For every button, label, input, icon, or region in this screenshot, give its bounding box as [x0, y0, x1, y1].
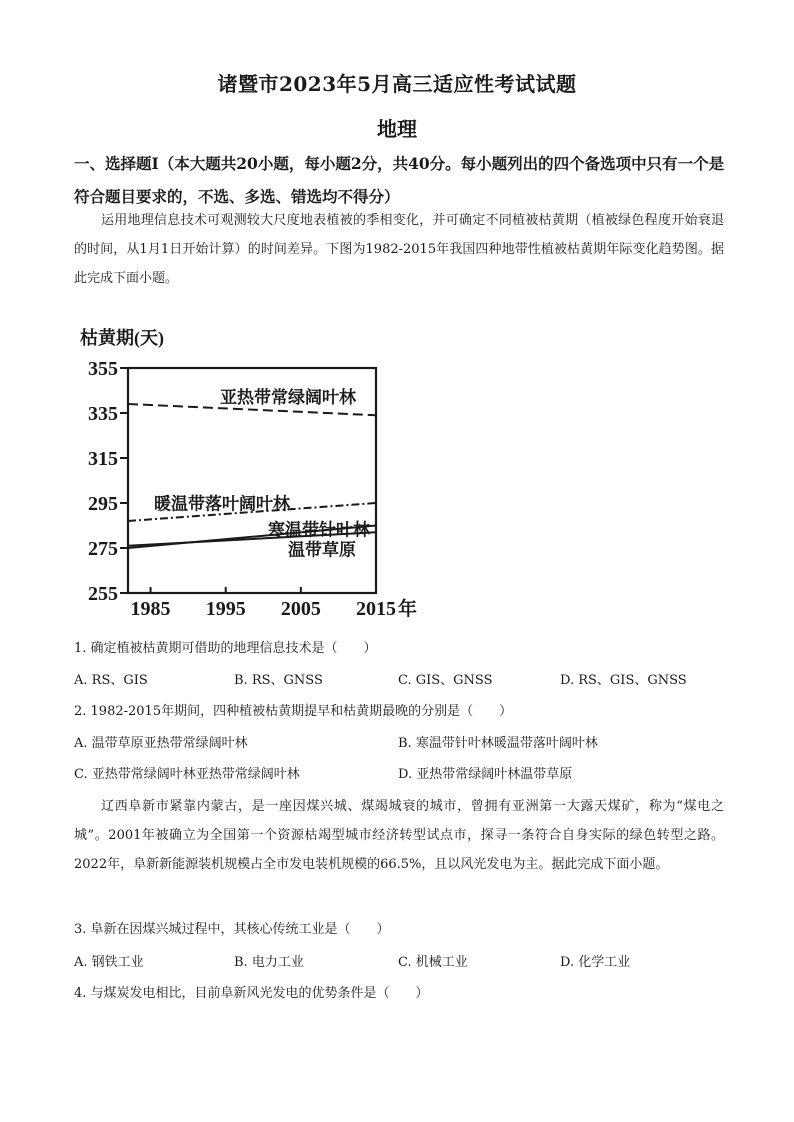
q3-option-b: B. 电力工业 [234, 955, 304, 970]
q1-option-b: B. RS、GNSS [234, 673, 323, 688]
subject-title: 地理 [377, 117, 417, 141]
y-axis-label: 枯黄期(天) [80, 328, 164, 348]
withering-period-chart [70, 318, 430, 618]
series-label-0: 亚热带常绿阔叶林 [220, 388, 356, 407]
q1-option-a: A. RS、GIS [74, 673, 148, 688]
x-tick-label: 1985 [130, 598, 171, 618]
passage-2: 辽西阜新市紧靠内蒙古，是一座因煤兴城、煤竭城衰的城市，曾拥有亚洲第一大露天煤矿，称为“煤电之城”。2001年被确立为全国第一个资源枯竭型城市经济转型试点市，探寻一条符合自身实际的绿色转型之路。2022年，阜新新能源装机规模占全市发电装机规模的66.5%，且以风光发电为主。据此完成下面小题。 [74, 799, 724, 872]
x-tick-label: 2005 [280, 598, 321, 618]
y-tick-label: 275 [88, 538, 118, 560]
y-tick-label: 335 [88, 403, 118, 425]
exam-title: 诸暨市2023年5月高三适应性考试试题 [217, 72, 577, 96]
section-heading: 一、选择题Ⅰ（本大题共20小题，每小题2分，共40分。每小题列出的四个备选项中只有一个是符合题目要求的，不选、多选、错选均不得分） [74, 154, 725, 206]
q3-option-a: A. 钢铁工业 [74, 955, 144, 970]
q1-option-d: D. RS、GIS、GNSS [560, 673, 687, 688]
q1-option-c: C. GIS、GNSS [398, 673, 493, 688]
x-tick-label: 2015 [356, 598, 396, 618]
question-1-stem: 1. 确定植被枯黄期可借助的地理信息技术是（ ） [74, 641, 377, 656]
q2-option-b: B. 寒温带针叶林暖温带落叶阔叶林 [398, 736, 598, 751]
question-2-stem: 2. 1982-2015年期间，四种植被枯黄期提早和枯黄期最晚的分别是（ ） [74, 704, 513, 719]
series-label-2: 寒温带针叶林 [268, 520, 370, 540]
question-3-stem: 3. 阜新在因煤兴城过程中，其核心传统工业是（ ） [74, 922, 390, 937]
series-label-3: 温带草原 [288, 540, 356, 560]
q3-option-d: D. 化学工业 [560, 955, 631, 970]
y-tick-label: 315 [88, 448, 118, 470]
q2-option-c: C. 亚热带常绿阔叶林亚热带常绿阔叶林 [74, 767, 300, 782]
y-tick-label: 295 [88, 493, 118, 515]
passage-1: 运用地理信息技术可观测较大尺度地表植被的季相变化，并可确定不同植被枯黄期（植被绿色程度开始衰退的时间，从1月1日开始计算）的时间差异。下图为1982-2015年我国四种地带性植被枯黄期年际变化趋势图。据此完成下面小题。 [74, 213, 724, 286]
y-tick-label: 255 [88, 583, 118, 605]
q2-option-a: A. 温带草原亚热带常绿阔叶林 [74, 736, 248, 751]
q3-option-c: C. 机械工业 [398, 955, 468, 970]
question-4-stem: 4. 与煤炭发电相比，目前阜新风光发电的优势条件是（ ） [74, 986, 429, 1001]
x-tick-label: 1995 [205, 598, 246, 618]
series-label-1: 暖温带落叶阔叶林 [154, 494, 290, 514]
y-tick-label: 355 [88, 358, 118, 380]
x-axis-unit: 年 [398, 599, 418, 618]
q2-option-d: D. 亚热带常绿阔叶林温带草原 [398, 767, 573, 782]
